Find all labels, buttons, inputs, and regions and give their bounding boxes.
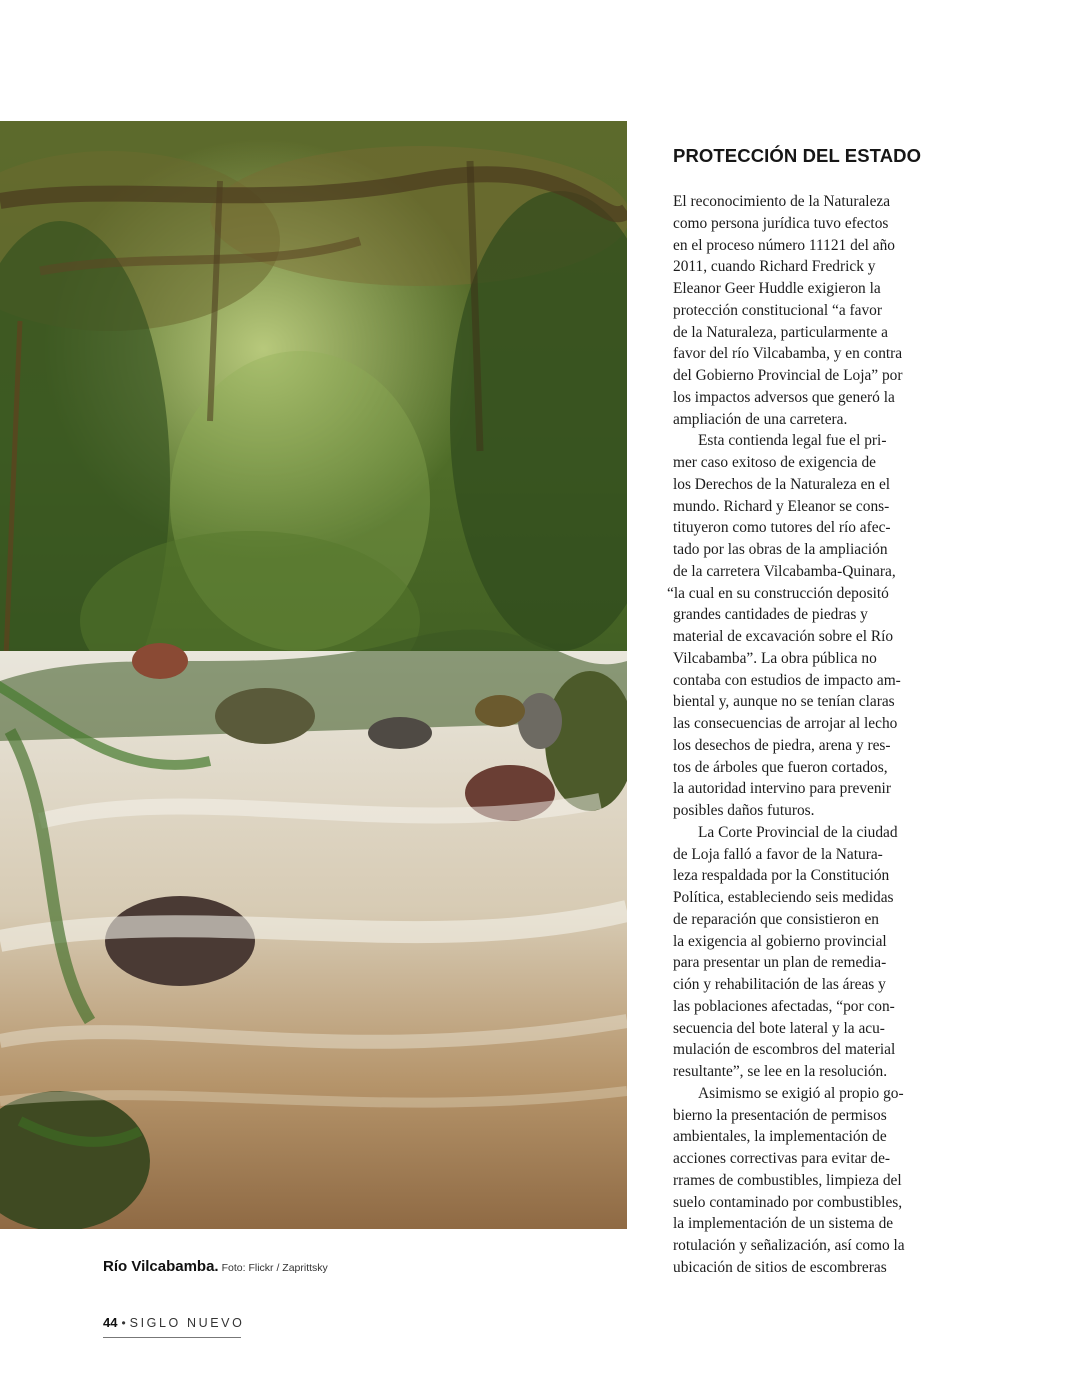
text-line: resultante”, se lee en la resolución. — [673, 1063, 888, 1080]
page-number: 44 — [103, 1315, 118, 1330]
text-line: suelo contaminado por combustibles, — [673, 1193, 903, 1211]
text-line: “la cual en su construcción depositó — [667, 584, 889, 602]
text-line: ubicación de sitios de escombreras — [673, 1258, 887, 1276]
caption-title: Río Vilcabamba. — [103, 1258, 219, 1275]
article-body — [667, 191, 937, 1279]
text-line: para presentar un plan de remedia- — [673, 954, 887, 972]
separator-dot: • — [121, 1316, 126, 1330]
text-line: Política, estableciendo seis medidas — [673, 889, 894, 906]
paragraph-start-line: Esta contienda legal fue el pri- — [698, 432, 887, 450]
river-photo — [0, 121, 627, 1229]
text-line: contaba con estudios de impacto am- — [673, 671, 901, 689]
text-line: acciones correctivas para evitar de- — [673, 1150, 891, 1167]
text-line: la implementación de un sistema de — [673, 1215, 894, 1233]
text-line: los desechos de piedra, arena y res- — [673, 736, 891, 754]
text-line: Vilcabamba”. La obra pública no — [673, 649, 877, 667]
text-line: en el proceso número 11121 del año — [673, 236, 895, 254]
text-line: de la carretera Vilcabamba-Quinara, — [673, 562, 896, 580]
magazine-name: SIGLO NUEVO — [129, 1316, 245, 1330]
text-line: la exigencia al gobierno provincial — [673, 932, 887, 950]
text-line: rotulación y señalización, así como la — [673, 1237, 905, 1254]
text-line: del Gobierno Provincial de Loja” por — [673, 367, 903, 384]
text-line: la autoridad intervino para prevenir — [673, 780, 891, 798]
text-line: secuencia del bote lateral y la acu- — [673, 1019, 885, 1037]
text-line: tado por las obras de la ampliación — [673, 541, 888, 558]
text-line: las poblaciones afectadas, “por con- — [673, 997, 895, 1015]
text-line: Eleanor Geer Huddle exigieron la — [673, 280, 881, 297]
paragraph-start-line: Asimismo se exigió al propio go- — [698, 1084, 904, 1102]
text-line: grandes cantidades de piedras y — [673, 606, 868, 624]
text-line: 2011, cuando Richard Fredrick y — [673, 258, 876, 276]
text-line: como persona jurídica tuvo efectos — [673, 214, 889, 232]
text-line: El reconocimiento de la Naturaleza — [673, 193, 891, 210]
text-line: los impactos adversos que generó la — [673, 388, 895, 406]
text-line: leza respaldada por la Constitución — [673, 867, 890, 885]
text-line: de la Naturaleza, particularmente a — [673, 323, 888, 341]
article — [667, 145, 937, 1279]
text-line: bierno la presentación de permisos — [673, 1106, 887, 1124]
caption-credit: Foto: Flickr / Zaprittsky — [221, 1262, 328, 1274]
text-line: protección constitucional “a favor — [673, 301, 882, 319]
section-heading: PROTECCIÓN DEL ESTADO — [673, 145, 922, 166]
text-line: tituyeron como tutores del río afec- — [673, 519, 891, 537]
text-line: posibles daños futuros. — [673, 802, 815, 819]
text-line: ampliación de una carretera. — [673, 410, 848, 428]
page-footer — [103, 1314, 245, 1338]
text-line: mundo. Richard y Eleanor se cons- — [673, 497, 890, 515]
paragraph-start-line: La Corte Provincial de la ciudad — [698, 823, 898, 841]
text-line: los Derechos de la Naturaleza en el — [673, 475, 891, 493]
text-line: mulación de escombros del material — [673, 1041, 896, 1059]
text-line: de reparación que consistieron en — [673, 910, 879, 928]
text-line: rrames de combustibles, limpieza del — [673, 1171, 902, 1189]
text-line: tos de árboles que fueron cortados, — [673, 758, 888, 776]
text-line: mer caso exitoso de exigencia de — [673, 454, 876, 471]
text-line: biental y, aunque no se tenían claras — [673, 693, 895, 711]
text-line: favor del río Vilcabamba, y en contra — [673, 345, 903, 363]
text-line: las consecuencias de arrojar al lecho — [673, 715, 898, 732]
text-line: ambientales, la implementación de — [673, 1128, 887, 1146]
photo-caption — [103, 1258, 623, 1276]
text-line: ción y rehabilitación de las áreas y — [673, 976, 886, 993]
text-line: material de excavación sobre el Río — [673, 628, 894, 645]
text-line: de Loja falló a favor de la Natura- — [673, 845, 883, 863]
